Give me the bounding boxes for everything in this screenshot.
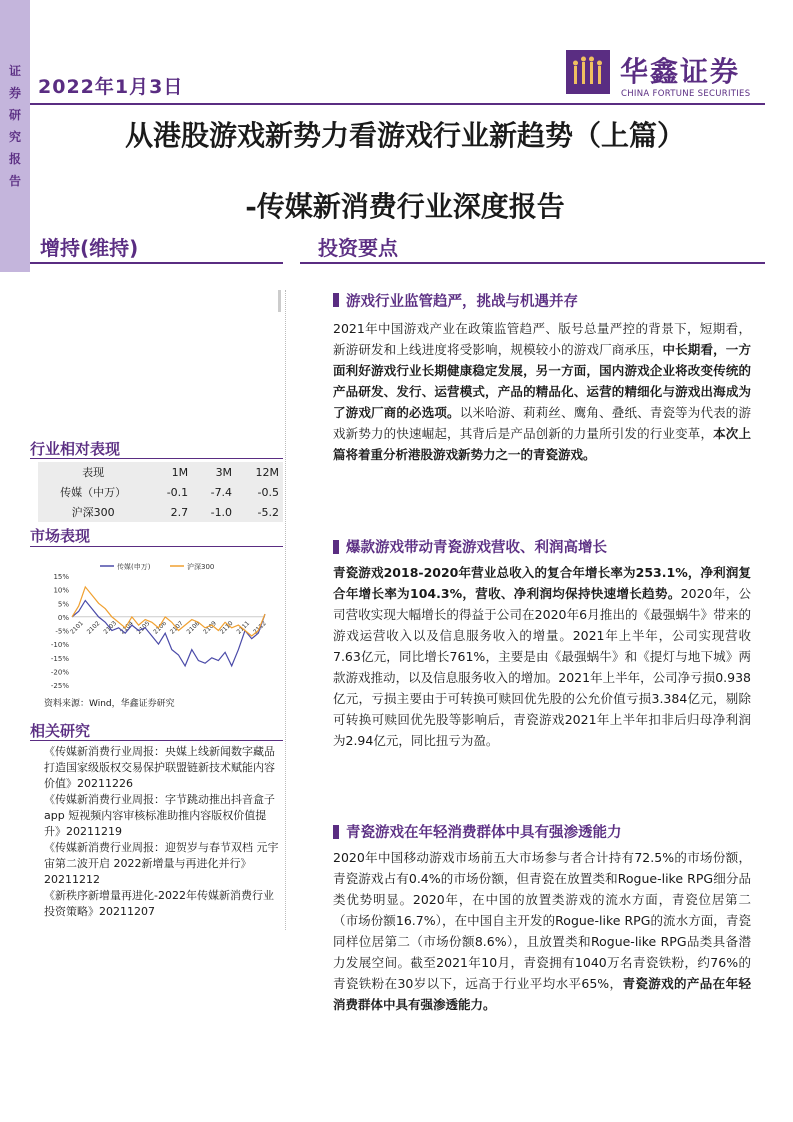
table-cell: -5.2 — [257, 505, 279, 519]
section-title: 爆款游戏带动青瓷游戏营收、利润高增长 — [346, 540, 607, 556]
research-item[interactable]: 《传媒新消费行业周报：央媒上线新闻数字藏品 打造国家级版权交易保护联盟链新技术赋能内容价值》20211226 — [44, 745, 275, 790]
research-divider — [30, 740, 283, 741]
table-cell: -0.1 — [166, 485, 189, 499]
table-header: 表现 — [82, 466, 105, 479]
industry-perf-divider — [30, 458, 283, 459]
research-item[interactable]: 《传媒新消费行业周报：迎贺岁与春节双档 元宇宙第二波开启 2022新增量与再进化并行》20211212 — [44, 841, 279, 886]
section-marker — [333, 540, 339, 554]
series-line — [72, 587, 265, 636]
sidebar-band — [0, 0, 30, 272]
key-points-divider — [300, 262, 765, 264]
y-tick-label: 10% — [53, 586, 69, 595]
section-marker — [333, 293, 339, 307]
y-tick-label: 15% — [53, 573, 69, 581]
x-tick-label: 2106 — [152, 619, 168, 636]
y-tick-label: -10% — [50, 641, 69, 650]
y-tick-label: -25% — [50, 682, 69, 690]
table-header-row — [38, 462, 283, 482]
logo-name-cn: 华鑫证券 — [620, 55, 741, 88]
y-tick-label: -5% — [55, 627, 69, 636]
table-cell: 2.7 — [170, 505, 189, 519]
report-subtitle: -传媒新消费行业深度报告 — [245, 190, 565, 223]
x-tick-label: 2105 — [135, 619, 152, 636]
para-emphasis: 青瓷游戏2018-2020年营业总收入的复合年增长率为253.1%，净利润复合年增长率为104.3%，营收、净利润均保持快速增长趋势。 — [333, 565, 751, 601]
rating-divider — [30, 262, 283, 264]
y-tick-label: -15% — [50, 654, 69, 663]
x-tick-label: 2109 — [202, 619, 218, 636]
table-cell: -0.5 — [257, 485, 279, 499]
para-emphasis: 本次上篇将着重分析港股游戏新势力之一的青瓷游戏。 — [333, 426, 751, 462]
table-cell: 沪深300 — [71, 506, 115, 519]
industry-perf-heading: 行业相对表现 — [30, 440, 121, 458]
research-heading: 相关研究 — [30, 722, 91, 740]
chart-source: 资料来源：Wind，华鑫证券研究 — [44, 699, 175, 709]
para-emphasis: 青瓷游戏的产品在年轻消费群体中具有强渗透能力。 — [333, 976, 751, 1012]
logo-name-en: CHINA FORTUNE SECURITIES — [621, 89, 751, 99]
key-points-heading: 投资要点 — [318, 236, 398, 260]
x-tick-label: 2112 — [252, 619, 268, 636]
table-header: 3M — [215, 465, 233, 479]
table-cell: -1.0 — [210, 505, 233, 519]
y-tick-label: -20% — [50, 668, 69, 677]
series-line — [72, 601, 265, 666]
section-title: 游戏行业监管趋严，挑战与机遇并存 — [346, 294, 578, 310]
table-cell: 传媒（中万） — [60, 486, 127, 499]
column-divider — [285, 290, 286, 930]
x-tick-label: 2104 — [118, 619, 135, 636]
section-title: 青瓷游戏在年轻消费群体中具有强渗透能力 — [346, 825, 622, 841]
research-list — [44, 744, 280, 920]
market-divider — [30, 546, 283, 547]
para-text: 2020年，公司营收实现大幅增长的得益于公司在2020年6月推出的《最强蜗牛》带来的游戏运营收入以及信息服务收入的增量。2021年上半年，公司实现营收7.63亿元，同比增长761%，主要是由《最强蜗牛》和《提灯与地下城》两款游戏推动，以及信息服务收入的增加。2021年上半年，公司净亏损0.938亿元，亏损主要由于可转换可赎回优先股的公允价值亏损3.384亿元，剔除可转换可赎回优先股等影响后，青瓷游戏2021年上半年扣非后归母净利润为2.94亿元，同比扭亏为盈。 — [333, 586, 751, 748]
column-divider-marker — [278, 290, 281, 312]
section-paragraph — [333, 318, 751, 465]
market-heading: 市场表现 — [30, 527, 91, 545]
y-tick-label: 5% — [57, 600, 69, 609]
rating-label: 增持(维持) — [40, 236, 139, 260]
section-paragraph — [333, 847, 751, 1015]
para-text: 以米哈游、莉莉丝、鹰角、叠纸、青瓷等为代表的游戏新势力的快速崛起，其背后是产品创新的力量所引发的行业变革， — [333, 405, 751, 441]
table-cell: -7.4 — [210, 485, 233, 499]
x-tick-label: 2101 — [69, 619, 85, 636]
x-tick-label: 2103 — [102, 619, 119, 636]
x-tick-label: 2110 — [218, 619, 235, 636]
market-chart — [40, 560, 270, 690]
para-emphasis: 中长期看，一方面利好游戏行业长期健康稳定发展，另一方面，国内游戏企业将改变传统的产品研发、发行、运营模式，产品的精品化、运营的精细化与游戏出海成为了游戏厂商的必选项。 — [333, 342, 751, 420]
table-row — [38, 482, 283, 502]
logo-icon — [566, 50, 610, 94]
x-tick-label: 2108 — [185, 619, 202, 636]
section-paragraph — [333, 562, 751, 751]
report-title: 从港股游戏新势力看游戏行业新趋势（上篇） — [124, 119, 685, 152]
x-tick-label: 2111 — [235, 619, 252, 636]
table-row — [38, 502, 283, 522]
table-header: 12M — [255, 465, 279, 479]
x-tick-label: 2107 — [168, 619, 185, 636]
y-tick-label: 0% — [57, 613, 69, 622]
section-marker — [333, 825, 339, 839]
legend-label: 传媒(申万) — [117, 563, 151, 571]
legend-label: 沪深300 — [187, 563, 215, 571]
x-tick-label: 2102 — [85, 619, 102, 636]
report-date: 2022年1月3日 — [38, 76, 184, 98]
research-item[interactable]: 《传媒新消费行业周报：字节跳动推出抖音盒子app 短视频内容审核标准助推内容版权价值提升》20211219 — [44, 793, 275, 838]
industry-perf-table — [38, 462, 283, 522]
research-item[interactable]: 《新秩序新增量再进化-2022年传媒新消费行业投资策略》20211207 — [44, 889, 274, 918]
para-text: 2021年中国游戏产业在政策监管趋严、版号总量严控的背景下，短期看，新游研发和上线进度将受影响，规模较小的游戏厂商承压， — [333, 321, 751, 357]
report-type-label: 证券研究报告 — [8, 64, 21, 188]
table-header: 1M — [171, 465, 189, 479]
para-text: 2020年中国移动游戏市场前五大市场参与者合计持有72.5%的市场份额，青瓷游戏占有0.4%的市场份额，但青瓷在放置类和Rogue-like RPG细分品类优势明显。2020年，在中国的放置类游戏的流水方面，青瓷位居第二（市场份额16.7%），在中国自主开发的Rogue-like RPG的流水方面，青瓷同样位居第二（市场份额8.6%），且放置类和Rogue-like RPG品类具备潜力发展空间。截至2021年10月，青瓷拥有1040万名青瓷铁粉，约76%的青瓷铁粉在30岁以下，远高于行业平均水平65%， — [333, 850, 751, 991]
header-divider — [30, 103, 765, 105]
